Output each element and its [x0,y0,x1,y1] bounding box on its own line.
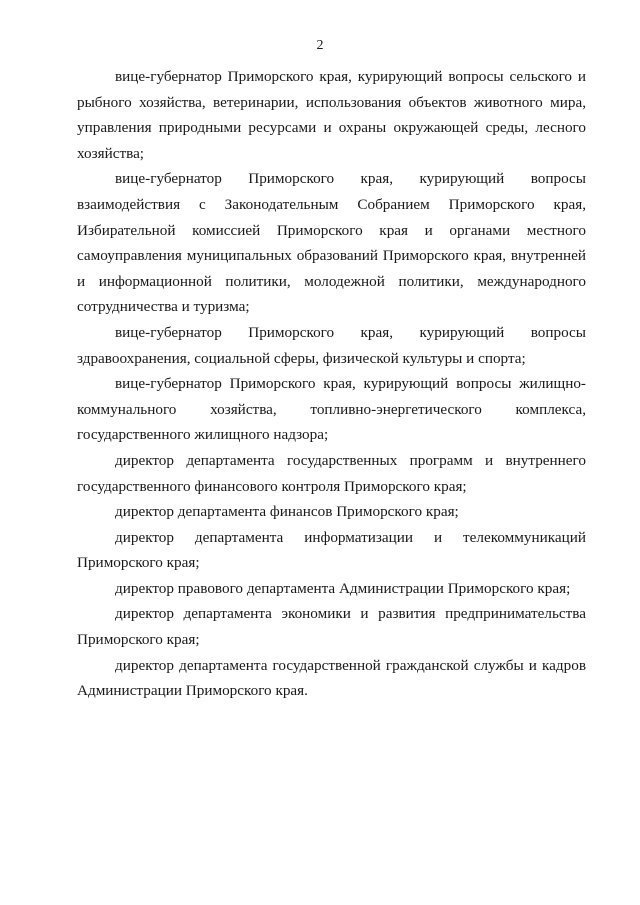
paragraph-5: директор департамента государственных программ и внутреннего государственного финансового контроля Приморского края; [77,451,586,495]
paragraph-9: директор департамента экономики и развития предпринимательства Приморского края; [77,605,586,649]
document-body [77,64,586,704]
paragraph-1: вице-губернатор Приморского края, курирующий вопросы сельского и рыбного хозяйства, ветеринарии, использования объектов животного мира, управления природными ресурсами и охраны окружающей среды, лесного хозяйства; [77,68,586,162]
paragraph-7: директор департамента информатизации и телекоммуникаций Приморского края; [77,528,586,572]
paragraph-4: вице-губернатор Приморского края, курирующий вопросы жилищно-коммунального хозяйства, топливно-энергетического комплекса, государственного жилищного надзора; [77,375,586,444]
paragraph-3: вице-губернатор Приморского края, курирующий вопросы здравоохранения, социальной сферы, физической культуры и спорта; [77,323,586,367]
paragraph-8: директор правового департамента Администрации Приморского края; [115,579,571,597]
paragraph-10: директор департамента государственной гражданской службы и кадров Администрации Приморского края. [77,656,586,700]
paragraph-6: директор департамента финансов Приморского края; [115,503,459,521]
paragraph-2: вице-губернатор Приморского края, курирующий вопросы взаимодействия с Законодательным Собранием Приморского края, Избирательной комиссией Приморского края и органами местного самоуправления муниципальных образований Приморского края, внутренней и информационной политики, молодежной политики, международного сотрудничества и туризма; [77,170,586,316]
page-number: 2 [316,38,324,53]
